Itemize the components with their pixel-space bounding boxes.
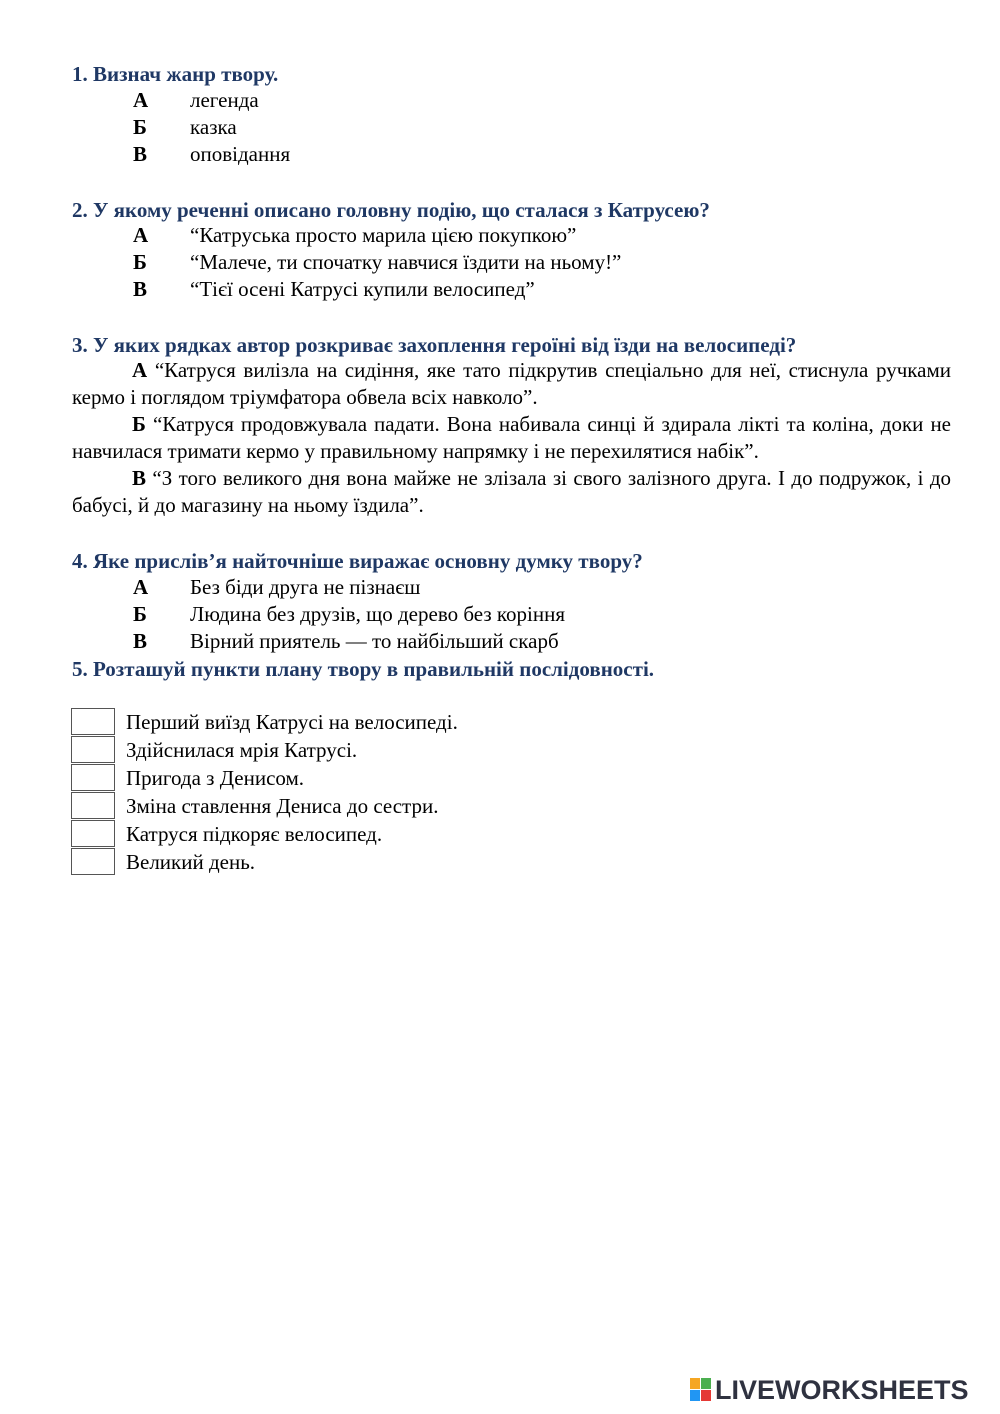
option-letter: В (133, 277, 148, 301)
option-letter: А (132, 358, 148, 382)
order-input-box[interactable] (71, 792, 115, 819)
question-4-option-b[interactable] (0, 601, 1000, 628)
question-4-option-a[interactable] (0, 574, 1000, 601)
question-4-option-c[interactable] (0, 628, 1000, 655)
question-4-title: 4. Яке прислів’я найточніше виражає основну думку твору? (72, 549, 643, 573)
liveworksheets-logo[interactable] (690, 1375, 969, 1405)
question-2-title: 2. У якому реченні описано головну подію, що сталася з Катрусею? (72, 198, 710, 222)
order-input-box[interactable] (71, 820, 115, 847)
option-letter: Б (133, 602, 147, 626)
plan-row (71, 792, 671, 820)
question-1-option-a[interactable] (0, 87, 1000, 114)
plan-row (71, 820, 671, 848)
option-letter: А (133, 575, 149, 599)
plan-item-text: Великий день. (126, 850, 256, 874)
option-letter: А (133, 223, 149, 247)
plan-item-text: Здійснилася мрія Катрусі. (126, 738, 358, 762)
order-input-box[interactable] (71, 848, 115, 875)
option-text: легенда (190, 88, 259, 112)
question-2-option-b[interactable] (0, 249, 1000, 276)
option-letter: В (132, 466, 147, 490)
option-text: Людина без друзів, що дерево без коріння (190, 602, 565, 626)
plan-row (71, 764, 671, 792)
question-1-option-b[interactable] (0, 114, 1000, 141)
order-input-box[interactable] (71, 736, 115, 763)
option-text: “Катруся продовжувала падати. Вона набивала синці й здирала лікті та коліна, доки не навчилася тримати кермо у правильному напрямку і не перехилятися набік”. (72, 412, 952, 463)
question-3-option-b[interactable] (72, 411, 951, 465)
option-text: Без біди друга не пізнаєш (190, 575, 421, 599)
plan-item-text: Зміна ставлення Дениса до сестри. (126, 794, 439, 818)
option-text: “Катруська просто марила цією покупкою” (190, 223, 577, 247)
question-3-option-c[interactable] (72, 465, 951, 519)
option-letter: В (133, 142, 148, 166)
option-letter: Б (132, 412, 146, 436)
question-5-title: 5. Розташуй пункти плану твору в правильній послідовності. (72, 657, 655, 681)
option-text: “З того великого дня вона майже не злізала зі свого залізного друга. І до подружок, і до бабусі, й до магазину на ньому їздила”. (72, 466, 952, 517)
plan-item-text: Катруся підкоряє велосипед. (126, 822, 383, 846)
option-text: казка (190, 115, 237, 139)
option-text: “Катруся вилізла на сидіння, яке тато підкрутив спеціально для неї, стиснула ручками кермо і поглядом тріумфатора обвела всіх навколо”. (72, 358, 952, 409)
question-3-title: 3. У яких рядках автор розкриває захоплення героїні від їзди на велосипеді? (72, 333, 797, 357)
question-2-option-c[interactable] (0, 276, 1000, 303)
plan-row (71, 708, 671, 736)
question-2-option-a[interactable] (0, 222, 1000, 249)
plan-row (71, 848, 671, 876)
option-letter: Б (133, 250, 147, 274)
order-input-box[interactable] (71, 764, 115, 791)
question-1-title: 1. Визнач жанр твору. (72, 62, 279, 86)
question-1-option-c[interactable] (0, 141, 1000, 168)
option-letter: Б (133, 115, 147, 139)
liveworksheets-logo-icon (690, 1378, 712, 1402)
option-letter: В (133, 629, 148, 653)
option-text: Вірний приятель — то найбільший скарб (190, 629, 559, 653)
option-text: “Малече, ти спочатку навчися їздити на ньому!” (190, 250, 622, 274)
logo-text: LIVEWORKSHEETS (715, 1374, 969, 1405)
plan-item-text: Перший виїзд Катрусі на велосипеді. (126, 710, 458, 734)
plan-item-text: Пригода з Денисом. (126, 766, 305, 790)
question-3-option-a[interactable] (72, 357, 951, 411)
option-text: “Тієї осені Катрусі купили велосипед” (190, 277, 535, 301)
option-text: оповідання (190, 142, 291, 166)
order-input-box[interactable] (71, 708, 115, 735)
option-letter: А (133, 88, 149, 112)
plan-row (71, 736, 671, 764)
